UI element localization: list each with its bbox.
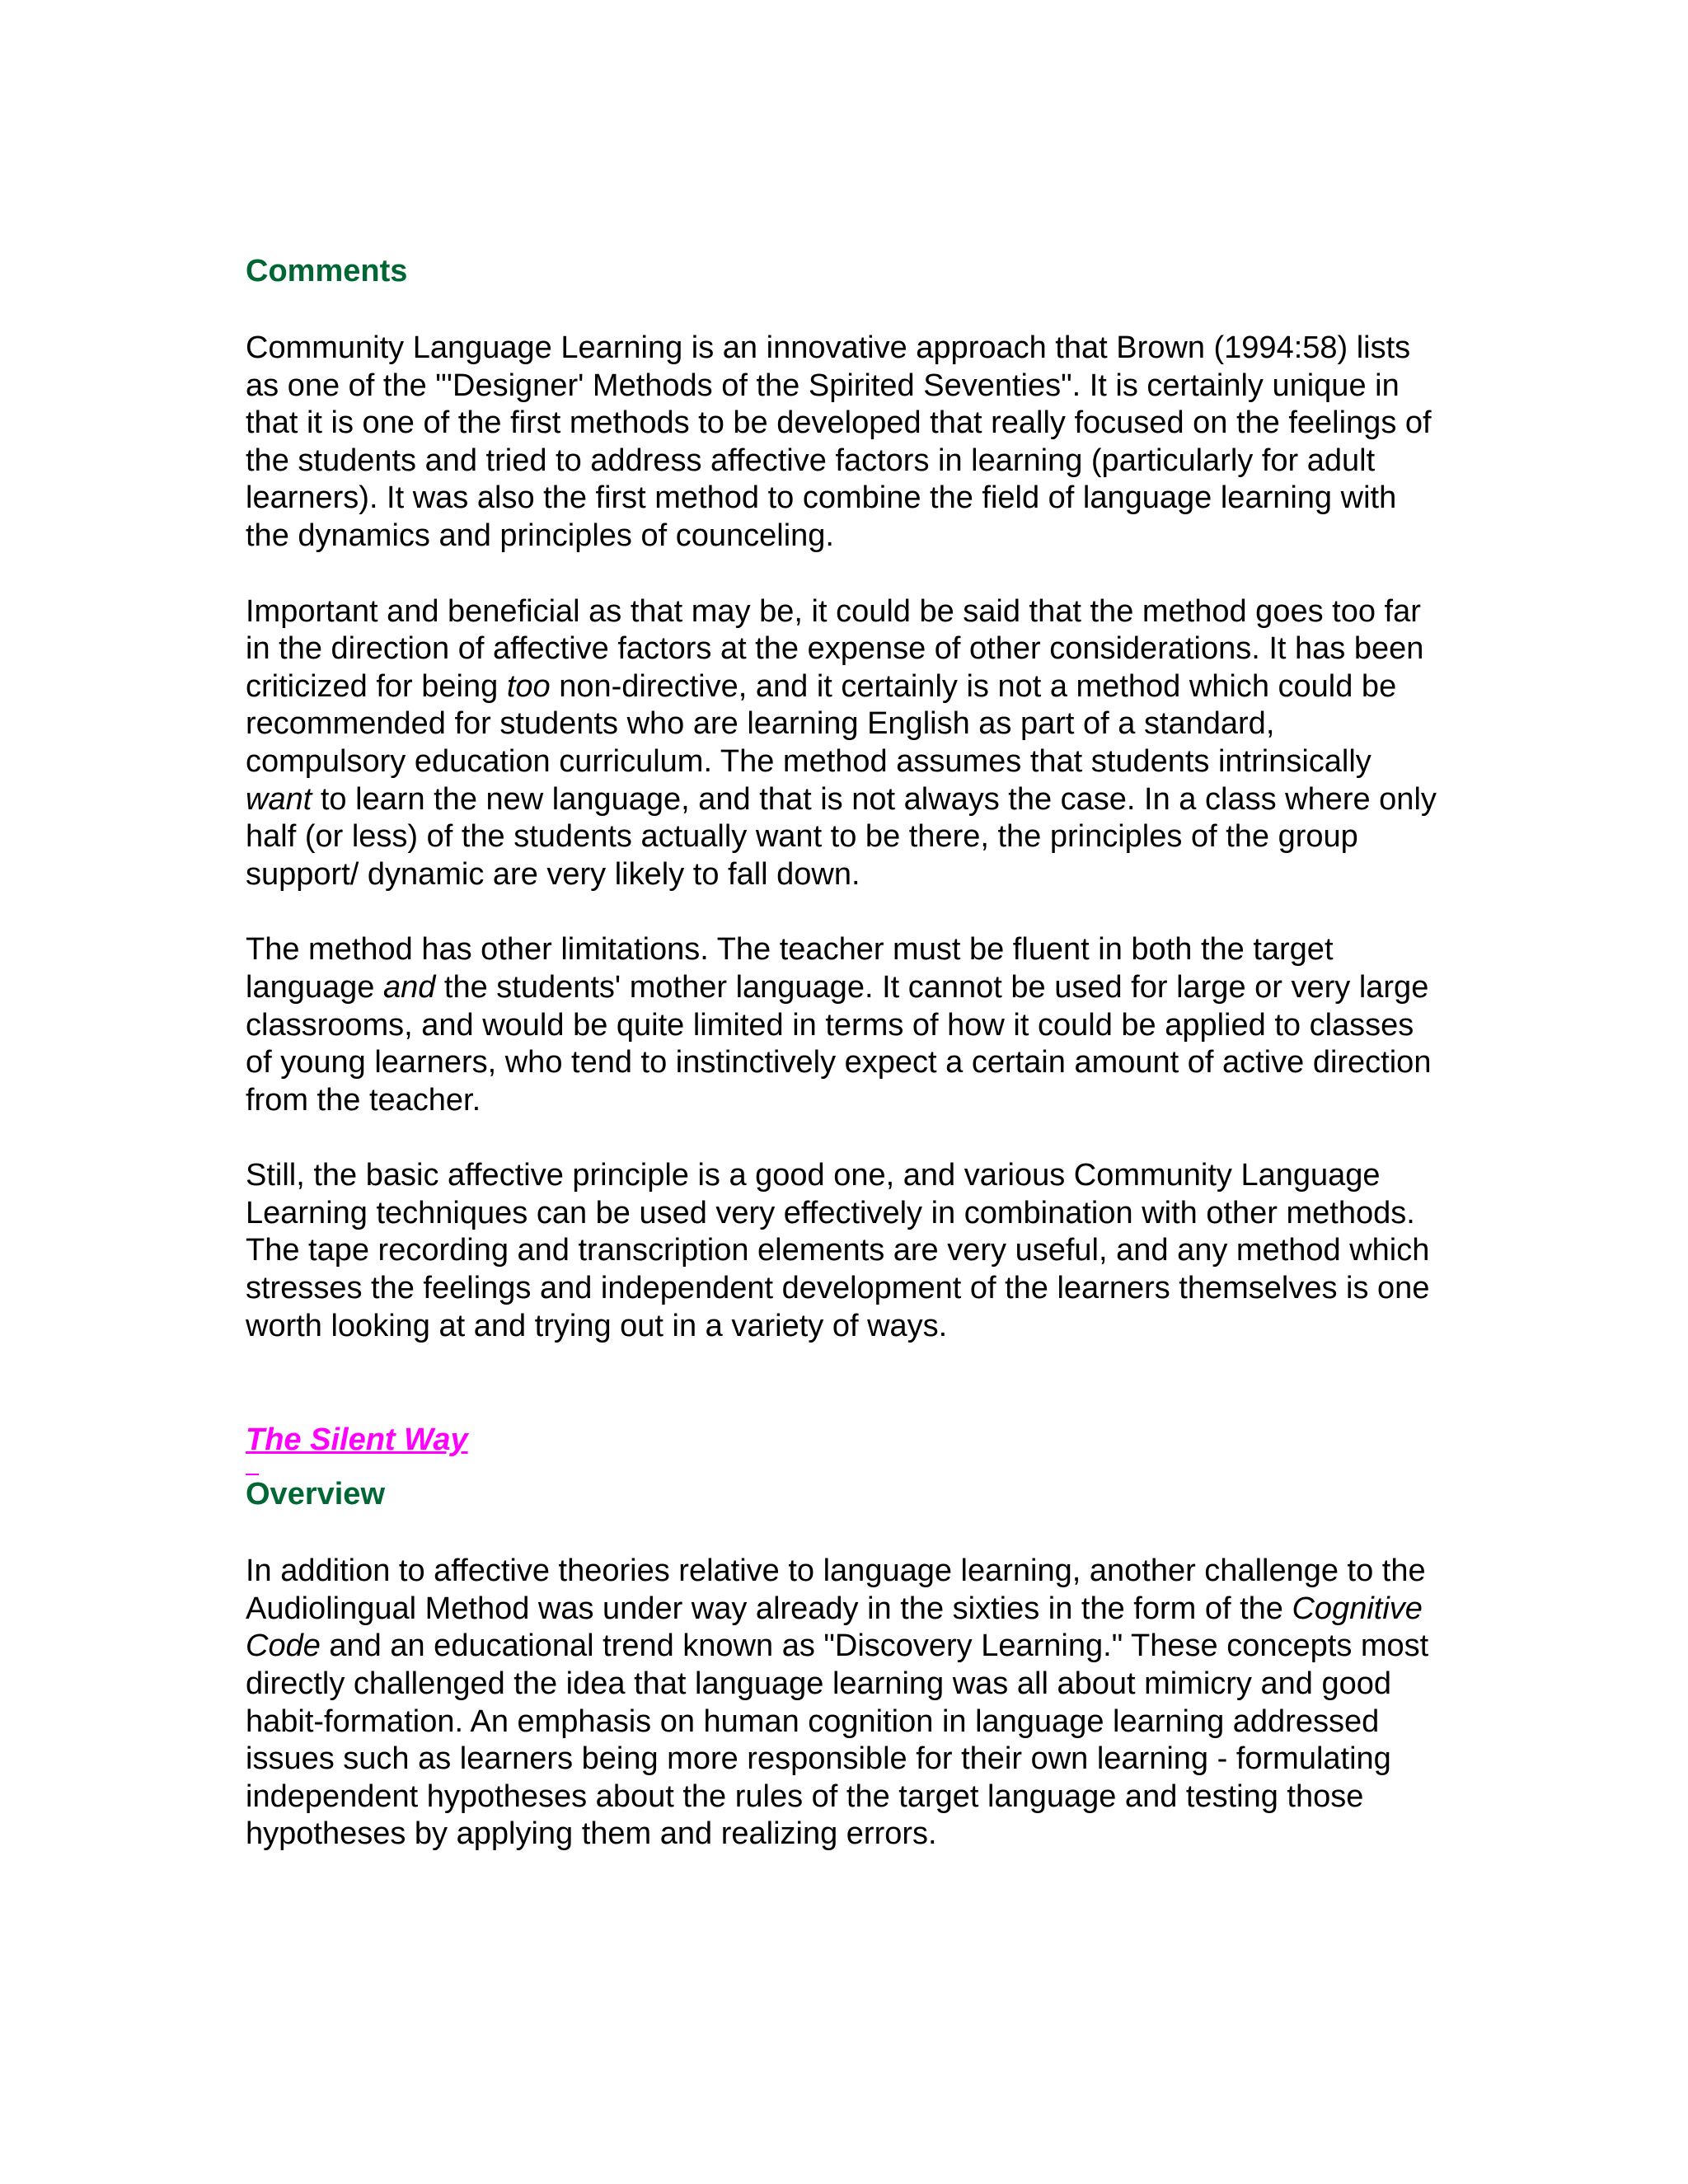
spacer — [246, 1513, 1441, 1553]
comments-paragraph-4: Still, the basic affective principle is a good one, and various Community Language Learning techniques can be used very effectively in combination with other methods. The tape recording and transcription elements are very useful, and any method which stresses the feelings and independent development of the learners themselves is one worth looking at and trying out in a variety of ways. — [246, 1158, 1430, 1343]
spacer — [246, 1345, 1441, 1421]
overview-heading: Overview — [246, 1477, 385, 1512]
overview-paragraph-1 — [246, 1553, 1441, 1854]
silent-way-link[interactable]: The Silent Way — [246, 1422, 468, 1458]
comments-paragraph-1: Community Language Learning is an innovative approach that Brown (1994:58) lists as one of the "'Designer' Methods of the Spirited Seventies". It is certainly unique in that it is one of the first methods to be developed that really focused on the feelings of the students and tried to address affective factors in learning (particularly for adult learners). It was also the first method to combine the field of language learning with the dynamics and principles of counceling. — [246, 330, 1432, 553]
spacer — [246, 893, 1441, 931]
spacer — [246, 290, 1441, 330]
emphasis-cognitive-code: Cognitive Code — [246, 1591, 1423, 1664]
text-span: In addition to affective theories relative to language learning, another challenge to the Audiolingual Method was under way already in the sixties in the form of the — [246, 1554, 1426, 1626]
comments-heading: Comments — [246, 254, 408, 288]
text-span: and an educational trend known as "Discovery Learning." These concepts most directly challenged the idea that language learning was all about mimicry and good habit-formation. An emphasis on human cognition in language learning addressed issues such as learners being more responsible for their own learning - formulating independent hypotheses about the rules of the target language and testing those hypotheses by applying them and realizing errors. — [246, 1629, 1429, 1852]
comments-paragraph-2 — [246, 593, 1441, 894]
text-span: to learn the new language, and that is not always the case. In a class where only half (or less) of the students actually want to be there, the principles of the group support/ dynamic are very likely to fall down. — [246, 781, 1437, 892]
text-span: The method has other limitations. The teacher must be fluent in both the target language — [246, 932, 1334, 1005]
emphasis-want: want — [246, 781, 312, 817]
spacer — [246, 1119, 1441, 1157]
text-span: the students' mother language. It cannot be used for large or very large classrooms, and would be quite limited in terms of how it could be applied to classes of young learners, who tend to instinctively expect a certain amount of active direction from the teacher. — [246, 969, 1432, 1118]
emphasis-and: and — [382, 969, 436, 1005]
emphasis-too: too — [506, 668, 551, 704]
text-span: Important and beneficial as that may be, it could be said that the method goes too far in the direction of affective factors at the expense of other considerations. It has been criticized for being — [246, 593, 1424, 704]
comments-paragraph-3 — [246, 931, 1441, 1119]
document-page — [246, 252, 1441, 1854]
text-span: non-directive, and it certainly is not a method which could be recommended for students who are learning English as part of a standard, compulsory education curriculum. The method assumes that students intrinsically — [246, 668, 1397, 779]
spacer — [246, 555, 1441, 593]
